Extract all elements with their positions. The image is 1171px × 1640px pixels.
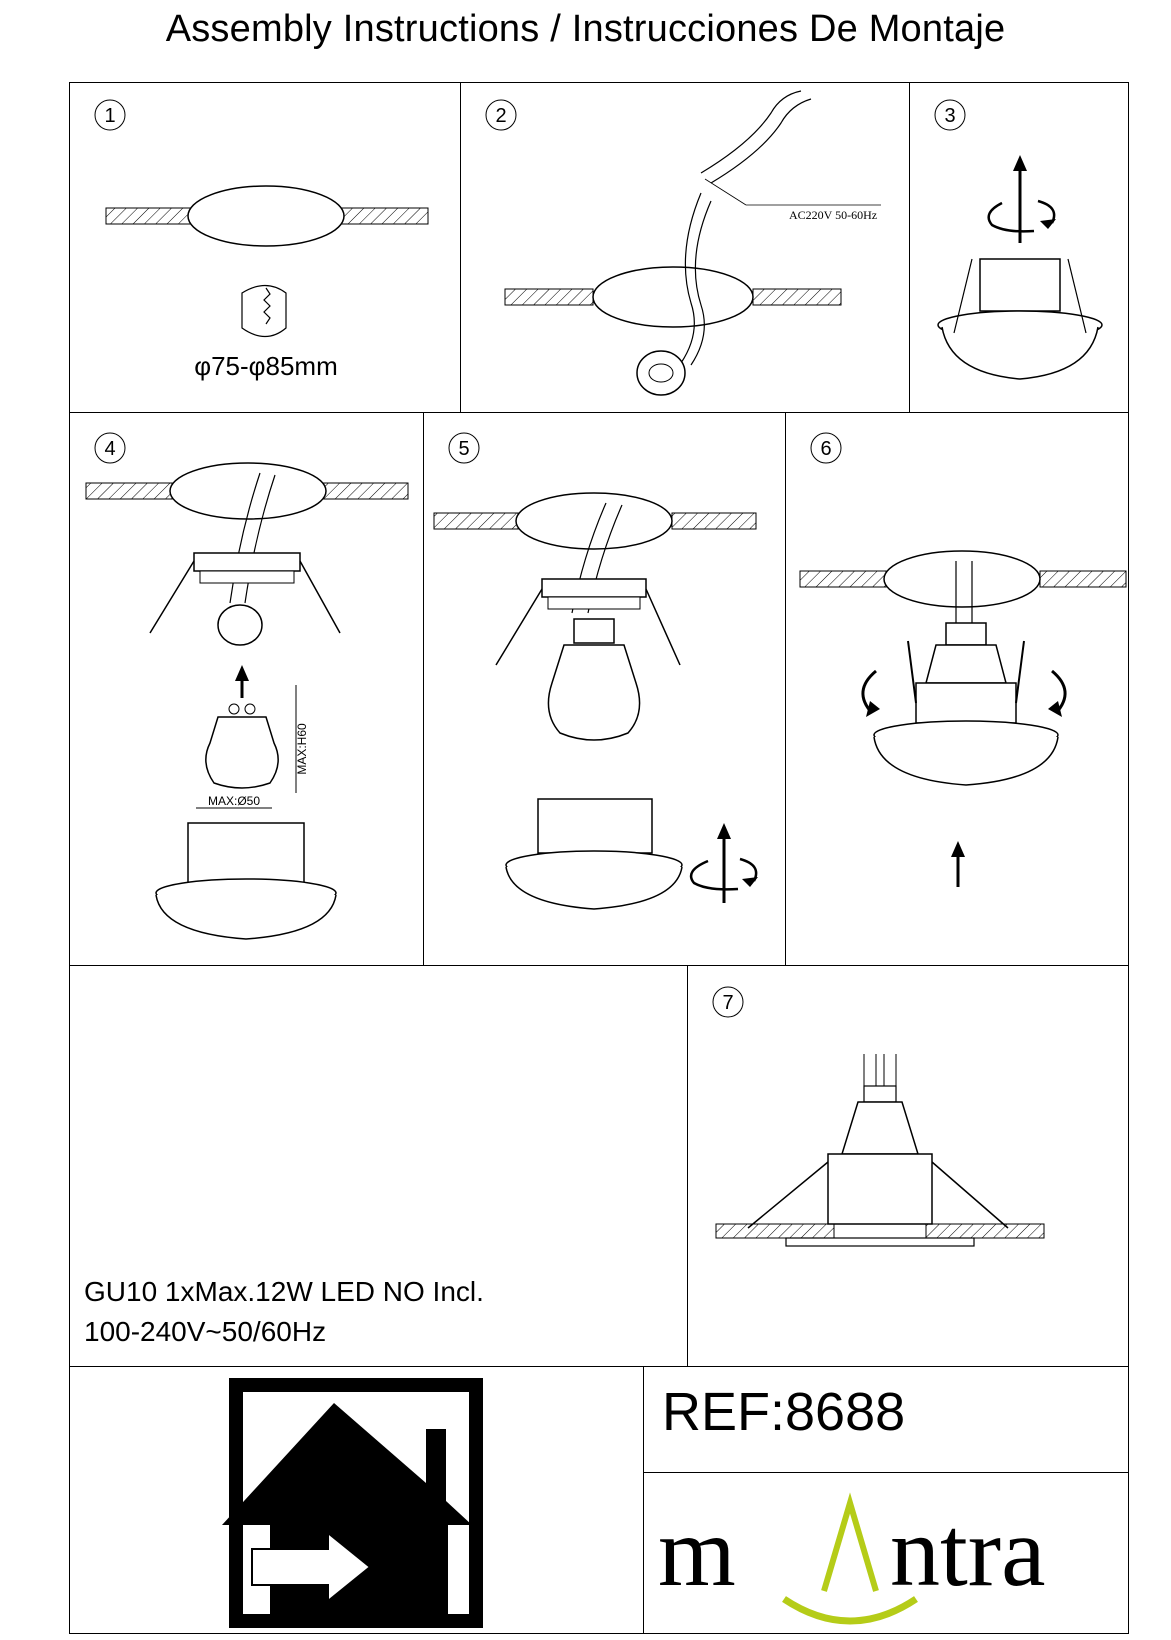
step-number: 2 bbox=[495, 105, 507, 127]
step-7-illustration bbox=[688, 966, 1130, 1368]
step-number: 3 bbox=[944, 105, 956, 127]
step-1-panel bbox=[69, 82, 461, 413]
step-3-illustration bbox=[910, 83, 1130, 414]
specs-panel bbox=[69, 965, 688, 1367]
brand-logo-m: m bbox=[658, 1496, 736, 1607]
specs-text bbox=[84, 1272, 484, 1352]
step-5-panel bbox=[423, 412, 786, 966]
indoor-use-house-icon bbox=[70, 1367, 645, 1635]
brand-panel bbox=[643, 1472, 1129, 1634]
reference-number: REF:8688 bbox=[662, 1382, 906, 1442]
step-4-panel bbox=[69, 412, 424, 966]
document-title: Assembly Instructions / Instrucciones De Montaje bbox=[165, 8, 1006, 50]
step-number: 1 bbox=[104, 105, 116, 127]
step-2-panel bbox=[460, 82, 910, 413]
step-1-illustration bbox=[70, 83, 462, 414]
supply-voltage-label: AC220V 50-60Hz bbox=[789, 208, 878, 222]
step-5-illustration bbox=[424, 413, 787, 967]
step-4-illustration bbox=[70, 413, 425, 967]
lamp-spec: GU10 1xMax.12W LED NO Incl. bbox=[84, 1276, 484, 1307]
step-number: 6 bbox=[820, 438, 832, 460]
brand-logo bbox=[644, 1473, 1130, 1635]
step-number: 4 bbox=[104, 438, 116, 460]
step-6-illustration bbox=[786, 413, 1130, 967]
step-3-panel bbox=[909, 82, 1129, 413]
indoor-use-panel bbox=[69, 1366, 644, 1634]
voltage-spec: 100-240V~50/60Hz bbox=[84, 1316, 327, 1347]
brand-logo-ntra: ntra bbox=[890, 1496, 1046, 1607]
hole-diameter-label: φ75-φ85mm bbox=[194, 351, 338, 381]
reference-panel bbox=[643, 1366, 1129, 1473]
step-number: 5 bbox=[458, 438, 470, 460]
step-7-panel bbox=[687, 965, 1129, 1367]
max-height-label: MAX:H60 bbox=[295, 723, 309, 775]
step-6-panel bbox=[785, 412, 1129, 966]
step-number: 7 bbox=[722, 992, 734, 1014]
max-diameter-label: MAX:Ø50 bbox=[207, 794, 261, 808]
step-2-illustration bbox=[461, 83, 911, 414]
